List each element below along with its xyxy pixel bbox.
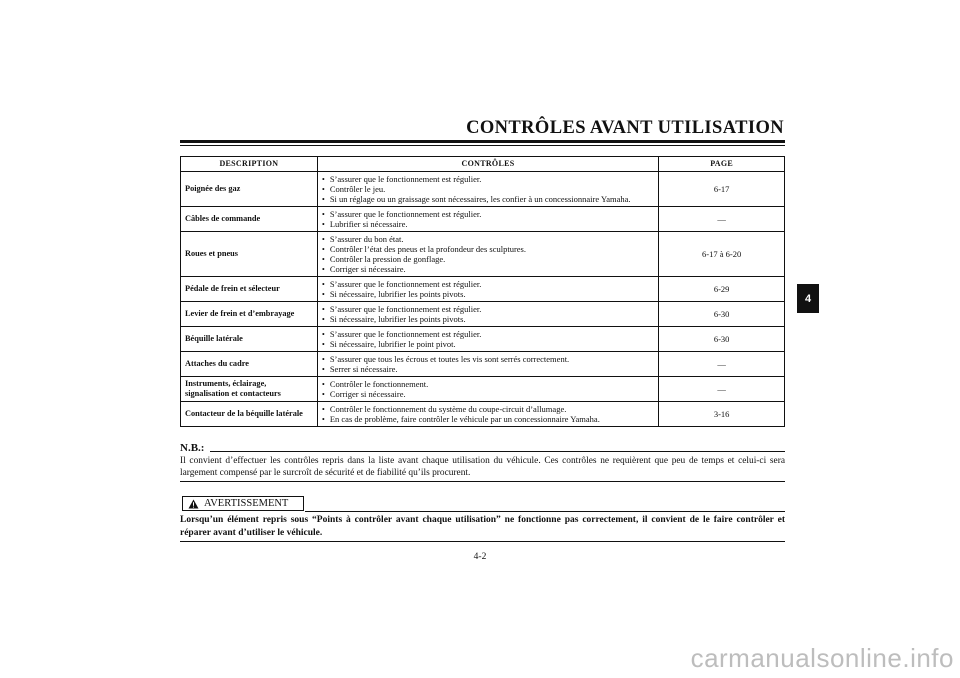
checks-list — [322, 354, 654, 374]
note-rule — [210, 451, 785, 452]
table-row — [181, 302, 785, 327]
check-item: • Si nécessaire, lubrifier les points pivots. — [322, 314, 654, 324]
row-checks — [317, 277, 658, 302]
check-item: • Corriger si nécessaire. — [322, 389, 654, 399]
warning-triangle-icon — [188, 499, 199, 509]
check-item: • Contrôler le fonctionnement du système du coupe-circuit d’allumage. — [322, 404, 654, 414]
warning-bottom-rule — [180, 541, 785, 542]
warning-box — [182, 496, 304, 511]
row-description-line: Attaches du cadre — [185, 359, 249, 368]
check-item: • Si nécessaire, lubrifier les points pivots. — [322, 289, 654, 299]
row-page-reference: 6-29 — [659, 277, 785, 302]
check-item: • S’assurer que le fonctionnement est régulier. — [322, 209, 654, 219]
row-description — [181, 172, 318, 207]
page-title: CONTRÔLES AVANT UTILISATION — [466, 118, 784, 138]
check-item: • S’assurer du bon état. — [322, 234, 654, 244]
table-row — [181, 327, 785, 352]
row-page-reference: 6-30 — [659, 302, 785, 327]
checks-list — [322, 279, 654, 299]
check-item: • S’assurer que le fonctionnement est régulier. — [322, 329, 654, 339]
column-header-description: DESCRIPTION — [181, 157, 318, 172]
checks-list — [322, 329, 654, 349]
table-header-row — [181, 157, 785, 172]
row-checks — [317, 302, 658, 327]
check-item: • Serrer si nécessaire. — [322, 364, 654, 374]
row-description — [181, 402, 318, 427]
column-header-page: PAGE — [659, 157, 785, 172]
table-row — [181, 277, 785, 302]
row-page-reference: 6-30 — [659, 327, 785, 352]
table-row — [181, 207, 785, 232]
checks-list — [322, 234, 654, 274]
row-page-reference: — — [659, 377, 785, 402]
row-description-line: Levier de frein et d’embrayage — [185, 309, 295, 318]
row-description — [181, 352, 318, 377]
warning-text: Lorsqu’un élément repris sous “Points à contrôler avant chaque utilisation” ne fonctionne pas correctement, il convient de le faire contrôler et réparer avant d’utiliser le véhicule. — [180, 515, 785, 538]
row-checks — [317, 327, 658, 352]
title-rule-thick — [180, 140, 785, 143]
check-item: • S’assurer que le fonctionnement est régulier. — [322, 174, 654, 184]
warning-rule — [305, 511, 785, 512]
check-item: • Contrôler le jeu. — [322, 184, 654, 194]
row-checks — [317, 377, 658, 402]
check-item: • Lubrifier si nécessaire. — [322, 219, 654, 229]
check-item: • S’assurer que le fonctionnement est régulier. — [322, 279, 654, 289]
check-item: • Contrôler le fonctionnement. — [322, 379, 654, 389]
row-description — [181, 377, 318, 402]
check-item: • S’assurer que tous les écrous et toutes les vis sont serrés correctement. — [322, 354, 654, 364]
warning-label: AVERTISSEMENT — [204, 498, 289, 509]
row-description-line: Béquille latérale — [185, 334, 243, 343]
check-item: • En cas de problème, faire contrôler le véhicule par un concessionnaire Yamaha. — [322, 414, 654, 424]
checks-list — [322, 379, 654, 399]
title-rule-thin — [180, 145, 785, 146]
row-checks — [317, 352, 658, 377]
row-page-reference: — — [659, 352, 785, 377]
check-item: • Contrôler la pression de gonflage. — [322, 254, 654, 264]
checks-table — [180, 156, 785, 427]
row-description-line: Roues et pneus — [185, 249, 239, 258]
row-description — [181, 207, 318, 232]
checks-list — [322, 304, 654, 324]
row-checks — [317, 172, 658, 207]
chapter-tab[interactable] — [797, 284, 819, 313]
row-description — [181, 302, 318, 327]
table-row — [181, 402, 785, 427]
note-text: Il convient d’effectuer les contrôles repris dans la liste avant chaque utilisation du véhicule. Ces contrôles ne requièrent que peu de temps et celui-ci sera largement compensé par le surcroît de sécurité et de fiabilité qu’ils procurent. — [180, 456, 785, 478]
table-row — [181, 352, 785, 377]
column-header-checks: CONTRÔLES — [317, 157, 658, 172]
row-description-line: Câbles de commande — [185, 214, 261, 223]
check-item: • Contrôler l’état des pneus et la profondeur des sculptures. — [322, 244, 654, 254]
note-header — [180, 442, 785, 454]
table-row — [181, 377, 785, 402]
row-description — [181, 277, 318, 302]
check-item: • Corriger si nécessaire. — [322, 264, 654, 274]
page-number: 4-2 — [473, 552, 487, 562]
check-item: • Si nécessaire, lubrifier le point pivot. — [322, 339, 654, 349]
row-checks — [317, 207, 658, 232]
checks-list — [322, 209, 654, 229]
row-description-line: Instruments, éclairage, — [185, 379, 267, 388]
note-label: N.B.: — [180, 442, 205, 454]
row-description-line: Poignée des gaz — [185, 184, 241, 193]
chapter-tab-label: 4 — [804, 292, 812, 305]
row-page-reference: 6-17 à 6-20 — [659, 232, 785, 277]
table-row — [181, 172, 785, 207]
row-page-reference: 6-17 — [659, 172, 785, 207]
check-item: • S’assurer que le fonctionnement est régulier. — [322, 304, 654, 314]
row-description-line: signalisation et contacteurs — [185, 389, 281, 398]
checks-list — [322, 404, 654, 424]
row-checks — [317, 232, 658, 277]
watermark-text: carmanualsonline.info — [690, 643, 954, 673]
row-page-reference: 3-16 — [659, 402, 785, 427]
row-description — [181, 232, 318, 277]
row-description-line: Pédale de frein et sélecteur — [185, 284, 280, 293]
note-bottom-rule — [180, 481, 785, 482]
row-description-line: Contacteur de la béquille latérale — [185, 409, 303, 418]
row-description — [181, 327, 318, 352]
table-row — [181, 232, 785, 277]
checks-list — [322, 174, 654, 204]
row-page-reference: — — [659, 207, 785, 232]
row-checks — [317, 402, 658, 427]
check-item: • Si un réglage ou un graissage sont nécessaires, les confier à un concessionnaire Yamaha. — [322, 194, 654, 204]
